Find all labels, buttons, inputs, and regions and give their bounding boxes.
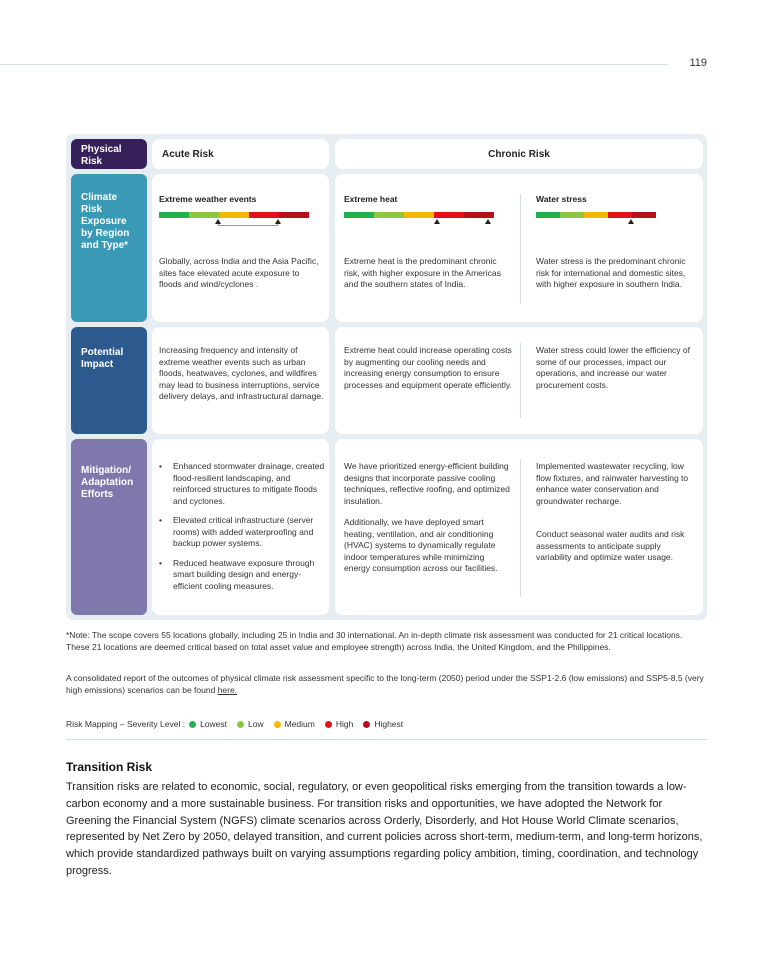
corner-label: Physical Risk bbox=[71, 139, 147, 169]
extreme-heat-title: Extreme heat bbox=[344, 194, 398, 204]
acute-risk-header bbox=[152, 139, 329, 169]
legend-item-high bbox=[325, 719, 353, 729]
severity-bar-extreme-heat bbox=[344, 212, 494, 218]
list-item: • Elevated critical infrastructure (server rooms) with added waterproofing and backup power systems. bbox=[159, 515, 325, 550]
water-stress-impact: Water stress could lower the efficiency of some of our processes, impact our operations, and increase our water procurement costs. bbox=[536, 345, 691, 390]
impact-cell-extreme-weather bbox=[152, 327, 329, 434]
legend-item-highest bbox=[363, 719, 403, 729]
column-divider bbox=[520, 194, 521, 304]
mitigation-cell-chronic bbox=[335, 439, 703, 615]
row-label-mitigation: Mitigation/ Adaptation Efforts bbox=[71, 439, 147, 615]
legend-item-lowest bbox=[189, 719, 227, 729]
report-note-text: A consolidated report of the outcomes of physical climate risk assessment specific to the long-term (2050) period under the SSP1-2.6 (low emissions) and SSP5-8.5 (very high emissions) scenarios can be found bbox=[66, 673, 704, 695]
top-rule bbox=[0, 64, 668, 65]
transition-risk-heading: Transition Risk bbox=[66, 760, 153, 774]
extreme-heat-impact: Extreme heat could increase operating costs by augmenting our cooling needs and increasing energy consumption to ensure processes and equipment operate efficiently. bbox=[344, 345, 512, 390]
extreme-heat-mitigation-2: Additionally, we have deployed smart heating, ventilation, and air conditioning (HVAC) systems to dynamically regulate indoor temperatures while minimizing energy consumption across our facilities. bbox=[344, 517, 498, 573]
row-label-impact: Potential Impact bbox=[71, 327, 147, 434]
extreme-heat-mitigation-1: We have prioritized energy-efficient building designs that incorporate passive cooling techniques, reflective roofing, and optimized insulation. bbox=[344, 461, 510, 506]
report-link[interactable]: here. bbox=[217, 685, 238, 695]
extreme-weather-mitigation-list bbox=[159, 461, 325, 600]
extreme-weather-title: Extreme weather events bbox=[159, 194, 257, 204]
severity-legend bbox=[66, 719, 413, 729]
transition-risk-body: Transition risks are related to economic, social, regulatory, or even geopolitical risks emerging from the transition towards a low-carbon economy and a more sustainable business. For transition risks and opportunities, we have adopted the Network for Greening the Financial System (NGFS) climate scenarios across Orderly, Disorderly, and Hot House World Climate scenarios, represented by Net Zero by 2050, delayed transition, and current policies across short-term, medium-term, and long-term horizons, which provide standardized pathways built on varying assumptions regarding policy ambition, timing, coordination, and technology progress. bbox=[66, 781, 703, 877]
chronic-risk-header bbox=[335, 139, 703, 169]
exposure-cell-chronic bbox=[335, 174, 703, 322]
legend-label: Medium bbox=[284, 719, 315, 729]
legend-label: Lowest bbox=[200, 719, 227, 729]
mitigation-cell-extreme-weather bbox=[152, 439, 329, 615]
severity-marker-highest-icon bbox=[628, 219, 634, 224]
row-label-exposure: Climate Risk Exposure by Region and Type* bbox=[71, 174, 147, 322]
acute-risk-title: Acute Risk bbox=[162, 149, 214, 160]
severity-marker-highest-icon bbox=[485, 219, 491, 224]
water-stress-title: Water stress bbox=[536, 194, 587, 204]
severity-bar-extreme-weather bbox=[159, 212, 309, 218]
dot-icon bbox=[274, 721, 281, 728]
physical-risk-table bbox=[66, 134, 707, 620]
legend-item-low bbox=[237, 719, 264, 729]
severity-range-line bbox=[218, 221, 278, 226]
legend-label: High bbox=[335, 719, 354, 729]
severity-bar-water-stress bbox=[536, 212, 656, 218]
dot-icon bbox=[189, 721, 196, 728]
chronic-risk-title: Chronic Risk bbox=[488, 149, 550, 160]
legend-label: Low bbox=[248, 719, 264, 729]
severity-marker-high-icon bbox=[434, 219, 440, 224]
severity-marker-medium-icon bbox=[215, 219, 221, 224]
report-note bbox=[66, 672, 706, 696]
exposure-cell-extreme-weather bbox=[152, 174, 329, 322]
column-divider bbox=[520, 343, 521, 418]
extreme-weather-impact: Increasing frequency and intensity of extreme weather events such as urban floods, heatwaves, cyclones, and wildfires may lead to business interruptions, service delivery delays, and infrastructural damage. bbox=[159, 345, 324, 401]
legend-prefix: Risk Mapping – Severity Level : bbox=[66, 719, 186, 729]
impact-cell-chronic bbox=[335, 327, 703, 434]
scope-note: *Note: The scope covers 55 locations globally, including 25 in India and 30 international. An in-depth climate risk assessment was conducted for 21 critical locations. These 21 locations are deemed critical based on total asset value and employee strength) across India, the United Kingdom, and the Philippines. bbox=[66, 630, 683, 652]
legend-item-medium bbox=[274, 719, 315, 729]
list-item: • Reduced heatwave exposure through smart building design and energy-efficient cooling measures. bbox=[159, 558, 325, 593]
section-divider bbox=[66, 739, 707, 740]
column-divider bbox=[520, 459, 521, 597]
water-stress-mitigation-2: Conduct seasonal water audits and risk assessments to anticipate supply variability and optimize water usage. bbox=[536, 529, 685, 562]
extreme-heat-exposure: Extreme heat is the predominant chronic risk, with higher exposure in the Americas and the southern states of India. bbox=[344, 256, 501, 289]
list-item: • Enhanced stormwater drainage, created flood-resilient landscaping, and reinforced structures to mitigate floods and cyclones. bbox=[159, 461, 325, 507]
extreme-weather-exposure: Globally, across India and the Asia Pacific, sites face elevated acute exposure to floods and wind/cyclones . bbox=[159, 256, 319, 289]
dot-icon bbox=[363, 721, 370, 728]
water-stress-exposure: Water stress is the predominant chronic risk for international and domestic sites, with higher exposure in southern India. bbox=[536, 256, 686, 289]
dot-icon bbox=[325, 721, 332, 728]
legend-label: Highest bbox=[374, 719, 404, 729]
dot-icon bbox=[237, 721, 244, 728]
water-stress-mitigation-1: Implemented wastewater recycling, low flow fixtures, and rainwater harvesting to enhance water conservation and groundwater recharge. bbox=[536, 461, 689, 506]
severity-marker-highest-icon bbox=[275, 219, 281, 224]
page-number: 119 bbox=[689, 57, 707, 69]
